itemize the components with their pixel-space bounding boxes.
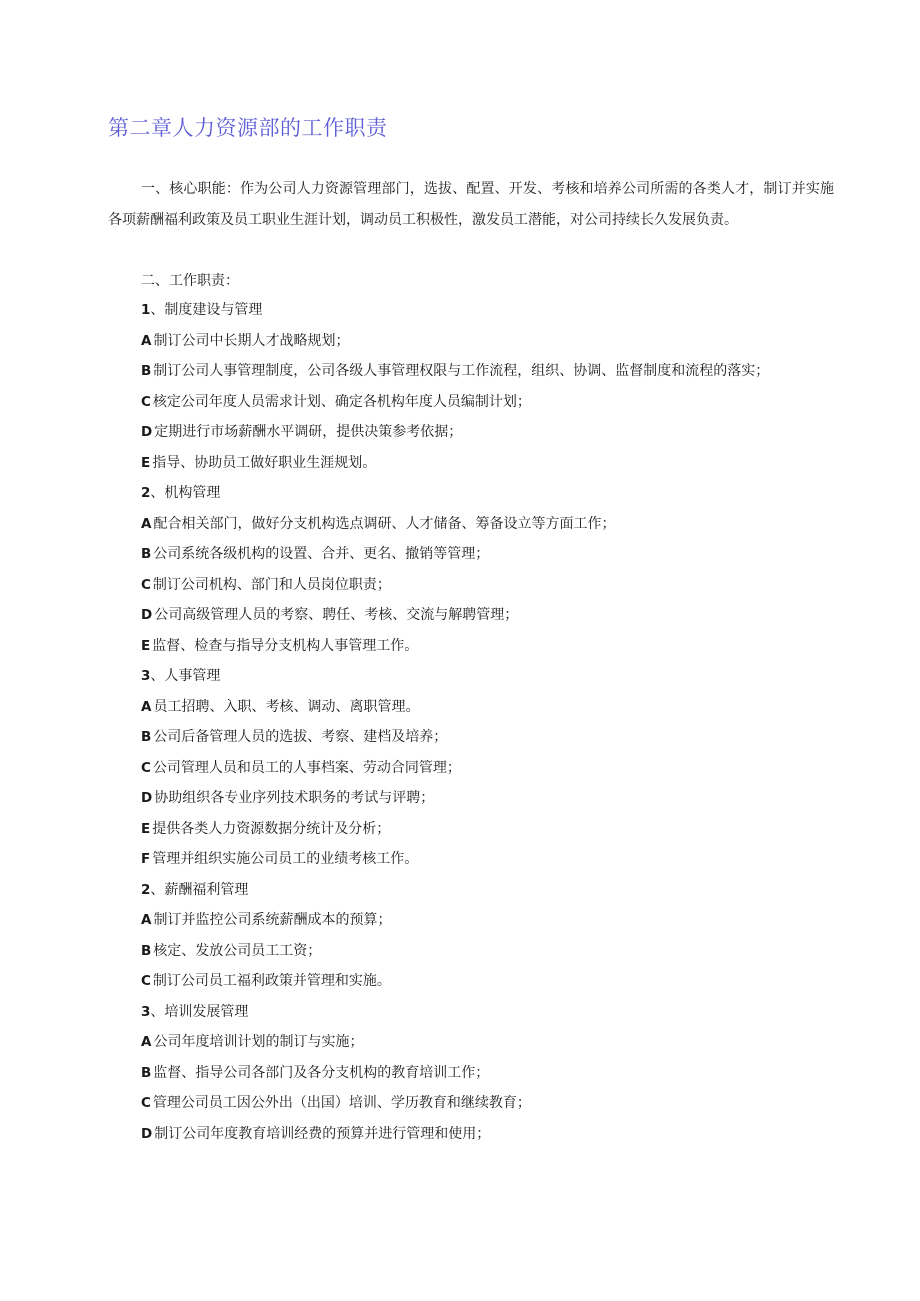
item-text: 公司后备管理人员的选拔、考察、建档及培养； — [153, 729, 448, 745]
list-item — [141, 1092, 531, 1114]
section-heading — [141, 482, 220, 504]
item-text: 公司年度培训计划的制订与实施； — [153, 1034, 364, 1050]
list-item — [141, 1123, 490, 1145]
item-text: 定期进行市场薪酬水平调研，提供决策参考依据； — [154, 424, 463, 440]
item-letter: C — [141, 1095, 151, 1111]
list-item — [141, 421, 462, 443]
item-letter: D — [141, 424, 153, 440]
list-item — [141, 574, 391, 596]
list-item — [141, 391, 531, 413]
item-text: 公司管理人员和员工的人事档案、劳动合同管理； — [152, 760, 461, 776]
section-title: 、机构管理 — [150, 485, 221, 501]
item-letter: C — [141, 577, 151, 593]
list-item — [141, 1031, 363, 1053]
item-letter: D — [141, 790, 153, 806]
item-letter: A — [141, 699, 152, 715]
item-letter: C — [141, 760, 151, 776]
item-text: 制订公司中长期人才战略规划； — [153, 333, 350, 349]
item-text: 协助组织各专业序列技术职务的考试与评聘； — [154, 790, 435, 806]
item-text: 监督、指导公司各部门及各分支机构的教育培训工作； — [153, 1065, 490, 1081]
list-item — [141, 635, 418, 657]
item-text: 核定、发放公司员工工资； — [153, 943, 322, 959]
item-text: 公司系统各级机构的设置、合并、更名、撤销等管理； — [153, 546, 490, 562]
item-text: 配合相关部门，做好分支机构选点调研、人才储备、筹备设立等方面工作； — [153, 516, 616, 532]
item-letter: E — [141, 455, 151, 471]
list-item — [141, 940, 321, 962]
item-letter: B — [141, 729, 152, 745]
section-number: 1 — [141, 302, 151, 318]
item-letter: A — [141, 516, 152, 532]
item-text: 提供各类人力资源数据分统计及分析； — [152, 821, 391, 837]
list-item — [141, 818, 390, 840]
item-text: 制订公司机构、部门和人员岗位职责； — [152, 577, 391, 593]
section-title: 、人事管理 — [150, 668, 221, 684]
list-item — [141, 970, 391, 992]
item-text: 管理公司员工因公外出（出国）培训、学历教育和继续教育； — [152, 1095, 531, 1111]
item-text: 制订公司人事管理制度，公司各级人事管理权限与工作流程，组织、协调、监督制度和流程的落实； — [153, 363, 770, 379]
item-letter: B — [141, 943, 152, 959]
item-text: 员工招聘、入职、考核、调动、离职管理。 — [153, 699, 420, 715]
item-letter: D — [141, 1126, 153, 1142]
section-heading — [141, 299, 262, 321]
list-item — [141, 726, 447, 748]
item-letter: D — [141, 607, 153, 623]
list-item — [141, 360, 769, 382]
item-text: 监督、检查与指导分支机构人事管理工作。 — [152, 638, 419, 654]
core-function-paragraph: 一、核心职能：作为公司人力资源管理部门，选拔、配置、开发、考核和培养公司所需的各类人才，制订并实施各项薪酬福利政策及员工职业生涯计划，调动员工积极性，激发员工潜能，对公司持续长久发展负责。 — [108, 181, 834, 228]
item-letter: C — [141, 394, 151, 410]
list-item — [141, 848, 418, 870]
item-text: 制订并监控公司系统薪酬成本的预算； — [153, 912, 392, 928]
item-letter: B — [141, 1065, 152, 1081]
section-heading — [141, 665, 220, 687]
item-text: 公司高级管理人员的考察、聘任、考核、交流与解聘管理； — [154, 607, 519, 623]
item-text: 管理并组织实施公司员工的业绩考核工作。 — [152, 851, 419, 867]
section-heading — [141, 1001, 248, 1023]
list-item — [141, 330, 349, 352]
item-letter: C — [141, 973, 151, 989]
item-letter: E — [141, 638, 151, 654]
section-number: 3 — [141, 1004, 151, 1020]
section-title: 、薪酬福利管理 — [150, 882, 249, 898]
item-letter: A — [141, 912, 152, 928]
section-number: 3 — [141, 668, 151, 684]
list-item — [141, 696, 419, 718]
list-item — [141, 757, 461, 779]
list-item — [141, 543, 489, 565]
list-item — [141, 513, 615, 535]
list-item — [141, 604, 518, 626]
item-text: 制订公司年度教育培训经费的预算并进行管理和使用； — [154, 1126, 491, 1142]
item-letter: A — [141, 333, 152, 349]
duties-heading: 二、工作职责： — [141, 273, 239, 289]
item-text: 核定公司年度人员需求计划、确定各机构年度人员编制计划； — [152, 394, 531, 410]
list-item — [141, 1062, 489, 1084]
list-item — [141, 787, 434, 809]
item-letter: F — [141, 851, 151, 867]
section-title: 、制度建设与管理 — [150, 302, 263, 318]
item-text: 指导、协助员工做好职业生涯规划。 — [152, 455, 377, 471]
item-letter: E — [141, 821, 151, 837]
item-text: 制订公司员工福利政策并管理和实施。 — [152, 973, 391, 989]
section-title: 、培训发展管理 — [150, 1004, 249, 1020]
item-letter: B — [141, 363, 152, 379]
section-number: 2 — [141, 882, 151, 898]
item-letter: B — [141, 546, 152, 562]
item-letter: A — [141, 1034, 152, 1050]
section-heading — [141, 879, 248, 901]
chapter-title: 第二章人力资源部的工作职责 — [108, 116, 388, 140]
section-number: 2 — [141, 485, 151, 501]
list-item — [141, 909, 391, 931]
list-item — [141, 452, 376, 474]
